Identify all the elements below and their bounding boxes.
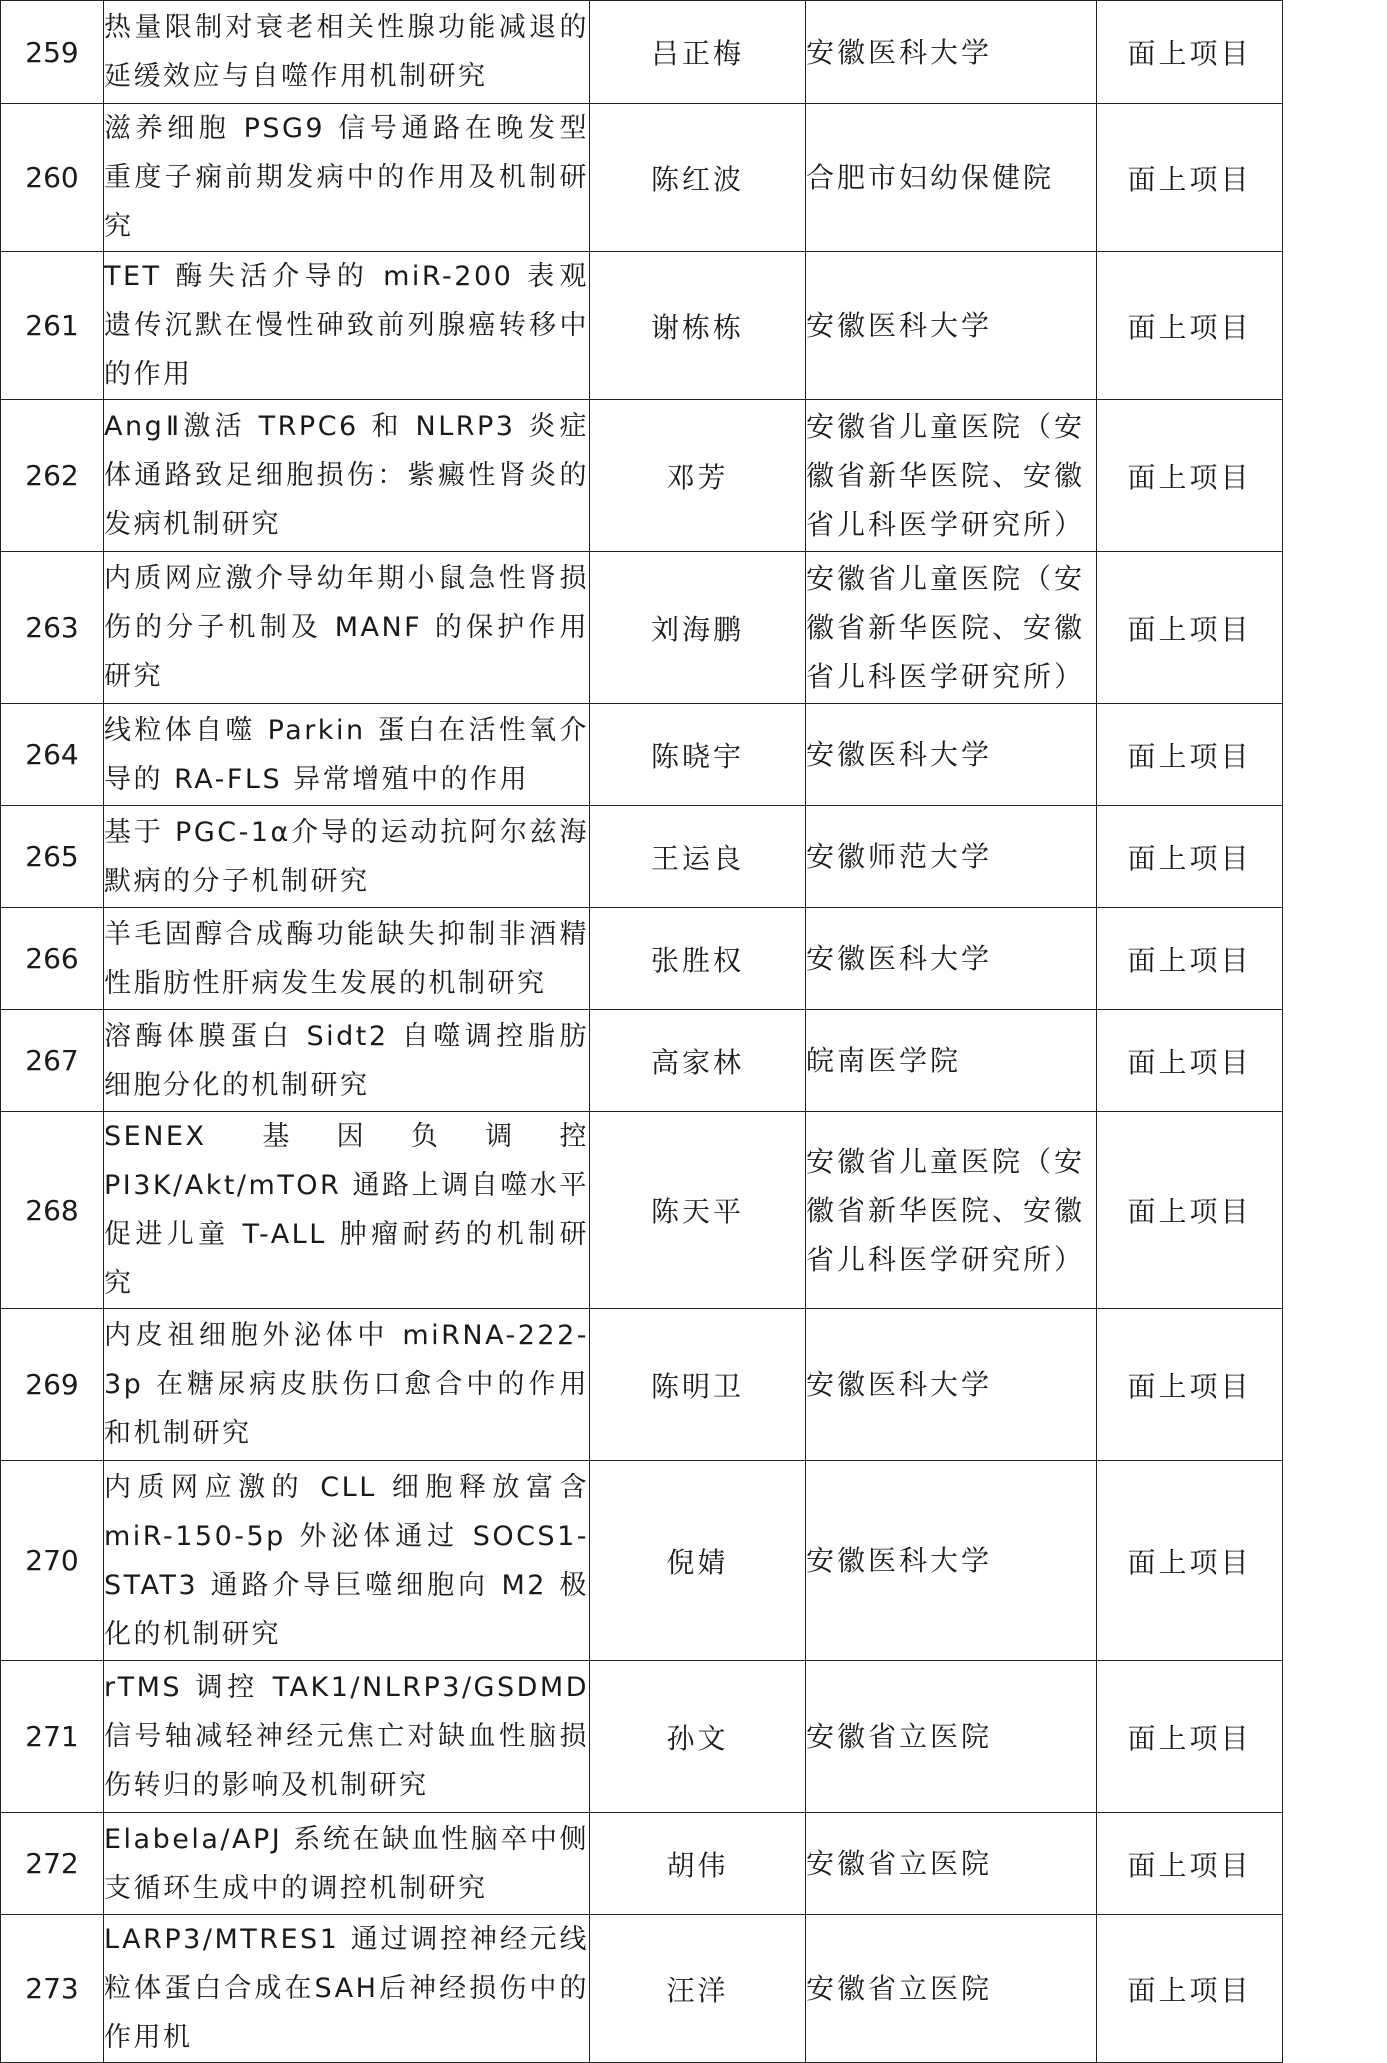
- project-title: rTMS 调控 TAK1/NLRP3/GSDMD 信号轴减轻神经元焦亡对缺血性脑损伤转归的影响及机制研究: [104, 1661, 590, 1813]
- table-row: [1, 400, 1283, 552]
- principal-investigator: 谢栋栋: [590, 252, 806, 400]
- project-type: 面上项目: [1097, 1915, 1283, 2063]
- table-row: [1, 1915, 1283, 2063]
- table-row: [1, 806, 1283, 908]
- project-title: SENEX 基因负调控 PI3K/Akt/mTOR 通路上调自噬水平促进儿童 T-ALL 肿瘤耐药的机制研究: [104, 1112, 590, 1309]
- row-number: 265: [1, 806, 104, 908]
- table-row: [1, 1813, 1283, 1915]
- row-number: 267: [1, 1010, 104, 1112]
- table-row: [1, 1, 1283, 104]
- principal-investigator: 吕正梅: [590, 1, 806, 104]
- project-type: 面上项目: [1097, 252, 1283, 400]
- row-number: 266: [1, 908, 104, 1010]
- project-title: 线粒体自噬 Parkin 蛋白在活性氧介导的 RA-FLS 异常增殖中的作用: [104, 704, 590, 806]
- principal-investigator: 陈天平: [590, 1112, 806, 1309]
- principal-investigator: 陈红波: [590, 104, 806, 252]
- principal-investigator: 陈明卫: [590, 1309, 806, 1461]
- project-title: 基于 PGC-1α介导的运动抗阿尔兹海默病的分子机制研究: [104, 806, 590, 908]
- institution: 安徽医科大学: [806, 704, 1097, 806]
- table-row: [1, 1010, 1283, 1112]
- institution: 安徽医科大学: [806, 1461, 1097, 1661]
- project-type: 面上项目: [1097, 1461, 1283, 1661]
- principal-investigator: 倪婧: [590, 1461, 806, 1661]
- institution: 安徽医科大学: [806, 252, 1097, 400]
- table-row: [1, 104, 1283, 252]
- project-type: 面上项目: [1097, 400, 1283, 552]
- row-number: 264: [1, 704, 104, 806]
- project-type: 面上项目: [1097, 704, 1283, 806]
- project-title: 羊毛固醇合成酶功能缺失抑制非酒精性脂肪性肝病发生发展的机制研究: [104, 908, 590, 1010]
- institution: 安徽医科大学: [806, 908, 1097, 1010]
- project-type: 面上项目: [1097, 1309, 1283, 1461]
- principal-investigator: 陈晓宇: [590, 704, 806, 806]
- project-title: Elabela/APJ 系统在缺血性脑卒中侧支循环生成中的调控机制研究: [104, 1813, 590, 1915]
- project-type: 面上项目: [1097, 552, 1283, 704]
- project-title: LARP3/MTRES1 通过调控神经元线粒体蛋白合成在SAH后神经损伤中的作用机: [104, 1915, 590, 2063]
- project-title: 内质网应激介导幼年期小鼠急性肾损伤的分子机制及 MANF 的保护作用研究: [104, 552, 590, 704]
- row-number: 269: [1, 1309, 104, 1461]
- table-row: [1, 1309, 1283, 1461]
- project-type: 面上项目: [1097, 908, 1283, 1010]
- row-number: 262: [1, 400, 104, 552]
- project-type: 面上项目: [1097, 1, 1283, 104]
- project-title: 内皮祖细胞外泌体中 miRNA-222-3p 在糖尿病皮肤伤口愈合中的作用和机制研究: [104, 1309, 590, 1461]
- institution: 安徽师范大学: [806, 806, 1097, 908]
- row-number: 261: [1, 252, 104, 400]
- table-row: [1, 552, 1283, 704]
- table-row: [1, 1112, 1283, 1309]
- principal-investigator: 邓芳: [590, 400, 806, 552]
- table-row: [1, 704, 1283, 806]
- row-number: 263: [1, 552, 104, 704]
- institution: 安徽省立医院: [806, 1813, 1097, 1915]
- institution: 皖南医学院: [806, 1010, 1097, 1112]
- project-title: TET 酶失活介导的 miR-200 表观遗传沉默在慢性砷致前列腺癌转移中的作用: [104, 252, 590, 400]
- project-type: 面上项目: [1097, 1010, 1283, 1112]
- table-row: [1, 1661, 1283, 1813]
- principal-investigator: 胡伟: [590, 1813, 806, 1915]
- row-number: 270: [1, 1461, 104, 1661]
- project-type: 面上项目: [1097, 1112, 1283, 1309]
- project-title: AngⅡ激活 TRPC6 和 NLRP3 炎症体通路致足细胞损伤：紫癜性肾炎的发病机制研究: [104, 400, 590, 552]
- row-number: 271: [1, 1661, 104, 1813]
- row-number: 268: [1, 1112, 104, 1309]
- project-title: 滋养细胞 PSG9 信号通路在晚发型重度子痫前期发病中的作用及机制研究: [104, 104, 590, 252]
- principal-investigator: 孙文: [590, 1661, 806, 1813]
- row-number: 272: [1, 1813, 104, 1915]
- table-row: [1, 1461, 1283, 1661]
- table-row: [1, 908, 1283, 1010]
- principal-investigator: 高家林: [590, 1010, 806, 1112]
- table-row: [1, 252, 1283, 400]
- principal-investigator: 汪洋: [590, 1915, 806, 2063]
- project-type: 面上项目: [1097, 104, 1283, 252]
- institution: 安徽医科大学: [806, 1, 1097, 104]
- institution: 安徽省立医院: [806, 1915, 1097, 2063]
- institution: 安徽医科大学: [806, 1309, 1097, 1461]
- institution: 安徽省儿童医院（安徽省新华医院、安徽省儿科医学研究所）: [806, 400, 1097, 552]
- project-title: 内质网应激的 CLL 细胞释放富含 miR-150-5p 外泌体通过 SOCS1-STAT3 通路介导巨噬细胞向 M2 极化的机制研究: [104, 1461, 590, 1661]
- principal-investigator: 王运良: [590, 806, 806, 908]
- project-type: 面上项目: [1097, 806, 1283, 908]
- institution: 安徽省儿童医院（安徽省新华医院、安徽省儿科医学研究所）: [806, 1112, 1097, 1309]
- institution: 合肥市妇幼保健院: [806, 104, 1097, 252]
- institution: 安徽省儿童医院（安徽省新华医院、安徽省儿科医学研究所）: [806, 552, 1097, 704]
- project-table-body: [1, 1, 1283, 2063]
- principal-investigator: 张胜权: [590, 908, 806, 1010]
- row-number: 260: [1, 104, 104, 252]
- project-title: 溶酶体膜蛋白 Sidt2 自噬调控脂肪细胞分化的机制研究: [104, 1010, 590, 1112]
- project-title: 热量限制对衰老相关性腺功能减退的延缓效应与自噬作用机制研究: [104, 1, 590, 104]
- project-type: 面上项目: [1097, 1661, 1283, 1813]
- principal-investigator: 刘海鹏: [590, 552, 806, 704]
- row-number: 273: [1, 1915, 104, 2063]
- row-number: 259: [1, 1, 104, 104]
- project-type: 面上项目: [1097, 1813, 1283, 1915]
- institution: 安徽省立医院: [806, 1661, 1097, 1813]
